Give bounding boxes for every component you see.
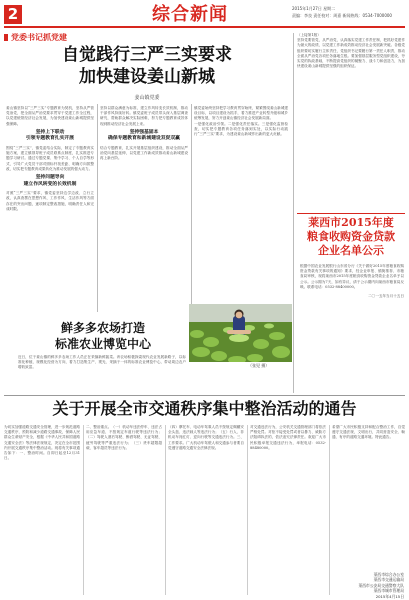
main-paragraph: 对照“三严三实”要求，镇党委坚持边学边改、立行立改，认真查摆在思想作风、工作作风、生活作风等方面存在的突出问题，逐项制定整改措施，明确责任人和完成时限。 bbox=[6, 191, 94, 211]
main-headline-line-2: 加快建设姜山新城 bbox=[79, 67, 215, 87]
traffic-notice-column-2: 二、整治重点。（一）机动车违法停车、违法占用应急车道、不按规定车道行驶等违法行为；（二）驾驶人酒后驾驶、醉酒驾驶、无证驾驶、疲劳驾驶等严重违法行为；（三）货车超限超载、客车超员等违法行为。 bbox=[86, 425, 162, 450]
main-paragraph: 坚持以群众满意为标准，建立作风转变长效机制，推动干部作风持续好转。镇党委班子成员带头深入基层调查研究，帮助群众解决实际困难，努力把专题教育成效体现到推动经济社会发展上来。 bbox=[100, 106, 188, 126]
main-paragraph: 围绕“三严三实”，镇党委结合实际，制定了专题教育实施方案，建立镇领导班子成员联系点制度，扎实推进专题学习研讨。通过专题党课、集中学习、个人自学等形式，引导广大党员干部对照标杆找差距、明确方向抓整改，切实把专题教育成果转化为推动发展的强大动力。 bbox=[6, 146, 94, 171]
notice-box-body bbox=[300, 264, 404, 359]
farm-worker-photo bbox=[189, 304, 292, 362]
traffic-notice-column-5: 希望广大市民积极支持和配合整治工作，自觉遵守交通法规，文明出行，共同营造安全、畅通、有序的道路交通环境。特此通告。 bbox=[332, 425, 405, 440]
traffic-notice-column-3: （四）摩托车、电动车驾乘人员不按规定佩戴安全头盔、违法载人等违法行为；（五）行人、非机动车闯红灯、逆向行驶等交通违法行为。三、工作要求。广大机动车驾驶人和交通参与者要自觉遵守道路交通安全法律法规。 bbox=[168, 425, 244, 450]
column-divider bbox=[191, 104, 192, 312]
notice-headline-line-1: 莱西市2015年度 bbox=[308, 216, 394, 229]
page-header bbox=[0, 0, 409, 28]
issue-date: 2015年1月27日 星期二 bbox=[292, 6, 336, 11]
traffic-notice-column-1: 为切实加强道路交通安全管理，进一步规范道路交通秩序，预防和减少道路交通事故，保障人民群众生命财产安全，根据《中华人民共和国道路交通安全法》等法律法规规定，决定在全市范围内开展交通秩序集中整治活动。现将有关事项通告如下：一、整治时间。自即日起至12月31日。 bbox=[4, 425, 80, 461]
photo-feature-headline bbox=[18, 320, 188, 352]
main-article-column-3 bbox=[194, 106, 288, 302]
notice-box-top-rule bbox=[297, 213, 405, 214]
section-title: 综合新闻 bbox=[152, 4, 228, 25]
notice-box-headline bbox=[301, 216, 401, 258]
notice-headline-line-3: 企业名单公示 bbox=[318, 244, 384, 257]
photo-caption: 近日，位于姜山镇的鲜多多农场工作人员正在采摘新鲜蔬菜。该农场积极探索现代农业发展新路子，以标准化种植、规模化经营为方向，着力打造集生产、观光、采摘于一体的标准农业博览中心，带动周边农户增收致富。 bbox=[18, 355, 186, 370]
page-number: 2 bbox=[4, 5, 22, 24]
main-paragraph: 姜山镇坚持以“三严三实”专题教育为契机，坚持从严管党治党，把全面从严治党要求贯穿于党建工作全过程，以党建统领经济社会发展，为加快建设姜山新城提供坚强保障。 bbox=[6, 106, 94, 126]
column-divider bbox=[165, 425, 166, 595]
main-headline bbox=[6, 44, 288, 88]
notice-sign: 二〇一五年当月十五日 bbox=[368, 294, 404, 299]
column-kicker: 党委书记抓党建 bbox=[4, 33, 67, 43]
main-paragraph: 结合专题教育，扎实开展基层组织建设，推动全面从严治党向基层延伸，以党建工作新成效推动姜山新城建设再上新台阶。 bbox=[100, 146, 188, 161]
continuation-label: （上接第1版） bbox=[297, 33, 321, 37]
editor-info: 责编：李良 责任校对：周嘉 新闻热线：0534-7000000 bbox=[292, 13, 392, 18]
column-divider bbox=[83, 425, 84, 595]
main-paragraph: 一是强化政治引领。二是强化责任落实。三是强化监督检查，切实把专题教育各项任务落到实处，以实际行动践行“三严三实”要求，为建设姜山新城作出新的更大贡献。 bbox=[194, 121, 288, 137]
greenhouse-illustration bbox=[189, 304, 292, 362]
photo-headline-line-1: 鲜多多农场打造 bbox=[60, 321, 145, 335]
notice-headline-line-2: 粮食收购资金贷款 bbox=[307, 230, 395, 243]
column-divider bbox=[329, 425, 330, 595]
main-article-column-2 bbox=[100, 106, 188, 312]
photo-headline-line-2: 标准农业博览中心 bbox=[54, 337, 151, 351]
right-column-divider bbox=[293, 33, 294, 393]
column-divider bbox=[247, 425, 248, 595]
right-column-continuation bbox=[297, 33, 405, 213]
notice-text: 根据中国农业发展银行山东省分行《关于做好2015年度粮食收购资金贷款有关事项的通知》要求，经企业申报、镇街推荐、市粮食局审核，现将莱西市2015年度粮食收购资金贷款企业名单予以公示。公示期为7天，如有异议，请于公示期内向莱西市粮食局反映。联系电话：0532-88400000。 bbox=[300, 264, 404, 289]
photo-credit: （张见 摄） bbox=[248, 363, 270, 368]
main-byline: 姜山镇党委 bbox=[134, 95, 160, 101]
main-subhead: 坚持上下联动 引领专题教育扎实开展 bbox=[26, 129, 74, 142]
main-subhead: 坚持问题导向 建立作风转变的长效机制 bbox=[23, 175, 77, 187]
header-divider bbox=[4, 26, 405, 28]
traffic-notice-column-4: 对交通违法行为，公安机关交通管理部门将依法严格处罚。对拒不接受处罚或者以暴力、威胁方法阻碍执法的，依法追究法律责任。欢迎广大市民积极举报交通违法行为，举报电话：0532-88480000。 bbox=[250, 425, 326, 450]
main-article-column-1 bbox=[6, 106, 94, 312]
column-divider bbox=[97, 104, 98, 312]
continuation-text: 坚持党要管党，从严治党，认真落实党建工作责任制，把抓好党建作为最大的政绩，以党建工作新成效推动经济社会发展新突破。各级党组织要切实履行主体责任，党组织书记要履行第一责任人职责，推动全面从严治党各项任务落地生根。要加强基层服务型党组织建设，夯实党的执政基础，不断提高党组织的凝聚力、战斗力和创造力，为加快建设姜山新城提供坚强的组织保证。 bbox=[297, 38, 405, 69]
issuing-authorities: 莱西市综合办公室 莱西市交通运输局 莱西市公安局交通警察大队 莱西市城市管理局 2015年4月15日 bbox=[358, 572, 404, 599]
main-subhead: 坚持强基固本 确保专题教育和新城建设双促双赢 bbox=[108, 129, 180, 142]
main-paragraph: 镇党委始终坚持把学习教育贯穿始终，紧紧围绕姜山新城建设目标，以项目建设为抓手，着力推进产业转型升级和城乡统筹发展，努力开创姜山镇经济社会发展新局面。 bbox=[194, 106, 288, 121]
traffic-notice-headline: 关于开展全市交通秩序集中整治活动的通告 bbox=[52, 399, 357, 418]
main-headline-line-1: 自觉践行三严三实要求 bbox=[62, 45, 232, 65]
bottom-section-divider bbox=[4, 395, 405, 396]
